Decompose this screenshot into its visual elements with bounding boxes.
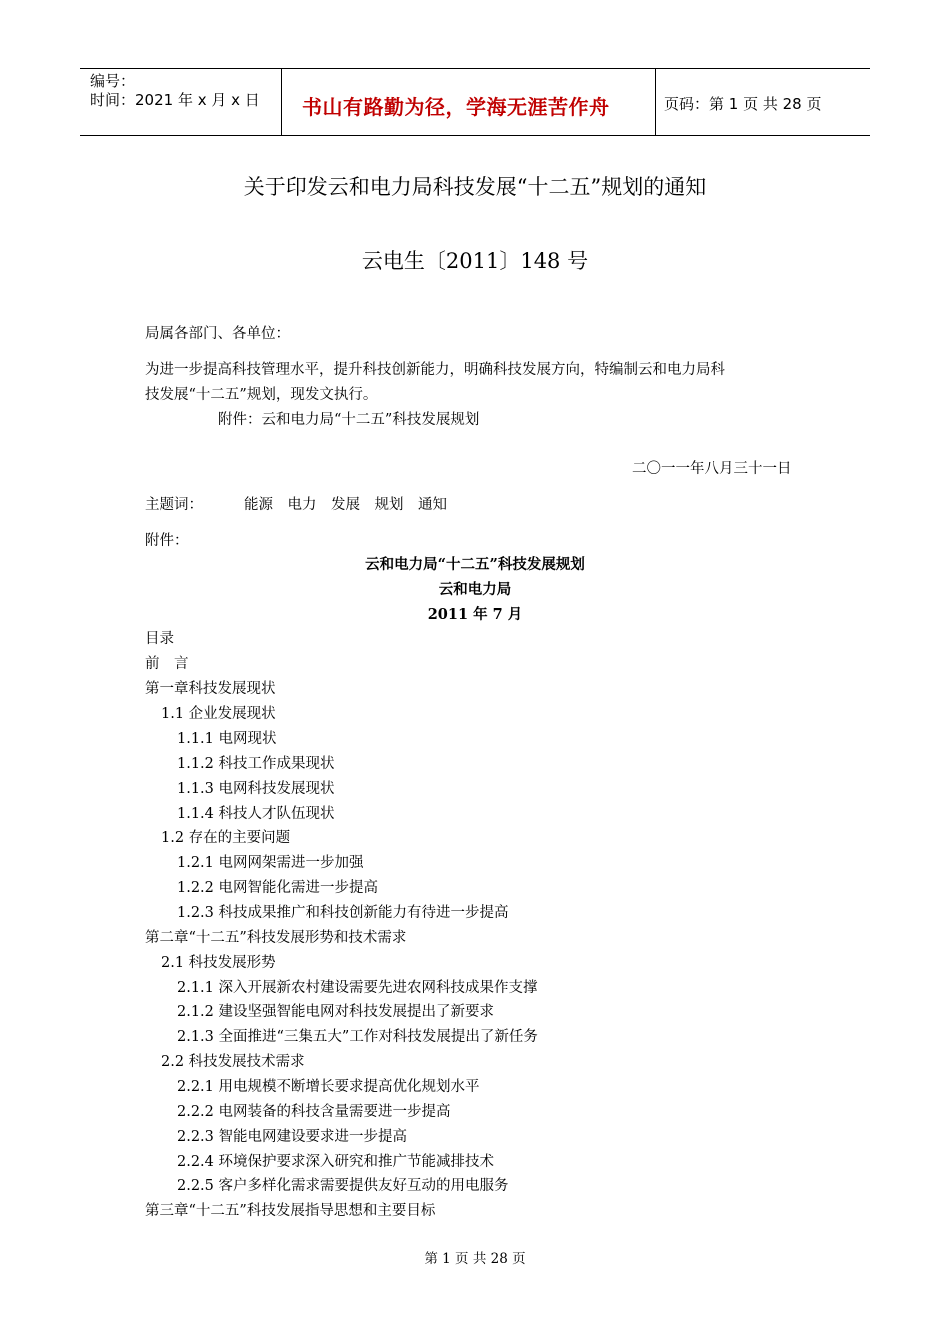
issue-date: 二〇一一年八月三十一日 xyxy=(632,461,792,477)
toc-item: 第一章科技发展现状 xyxy=(145,681,276,697)
plan-date: 2011 年 7 月 xyxy=(427,606,523,623)
toc-item: 1.1.4 科技人才队伍现状 xyxy=(177,806,335,822)
paragraph-line-2: 技发展“十二五”规划，现发文执行。 xyxy=(145,387,378,403)
toc-item: 2.2.3 智能电网建设要求进一步提高 xyxy=(177,1129,408,1145)
attachment-note: 附件：云和电力局“十二五”科技发展规划 xyxy=(218,412,480,428)
toc-heading: 目录 xyxy=(145,631,174,647)
header-divider-right xyxy=(655,68,656,136)
plan-title: 云和电力局“十二五”科技发展规划 xyxy=(365,556,585,573)
plan-org: 云和电力局 xyxy=(438,581,512,598)
toc-item: 第二章“十二五”科技发展形势和技术需求 xyxy=(145,930,407,946)
header-top-border xyxy=(80,68,870,69)
toc-item: 2.1.2 建设坚强智能电网对科技发展提出了新要求 xyxy=(177,1004,495,1020)
toc-item: 1.1.3 电网科技发展现状 xyxy=(177,781,335,797)
toc-item: 第三章“十二五”科技发展指导思想和主要目标 xyxy=(145,1203,436,1219)
paragraph-line-1: 为进一步提高科技管理水平，提升科技创新能力，明确科技发展方向，特编制云和电力局科 xyxy=(145,362,725,378)
header-divider-left xyxy=(281,68,282,136)
header-motto: 书山有路勤为径，学海无涯苦作舟 xyxy=(302,95,610,119)
document-title: 关于印发云和电力局科技发展“十二五”规划的通知 xyxy=(243,175,707,199)
toc-item: 2.2.5 客户多样化需求需要提供友好互动的用电服务 xyxy=(177,1178,509,1194)
toc-item: 2.2 科技发展技术需求 xyxy=(161,1054,305,1070)
toc-item: 2.1 科技发展形势 xyxy=(161,955,276,971)
toc-item: 2.1.1 深入开展新农村建设需要先进农网科技成果作支撑 xyxy=(177,980,538,996)
salutation: 局属各部门、各单位： xyxy=(145,326,290,342)
keywords-label: 主题词： xyxy=(145,497,203,513)
toc-item: 1.1.2 科技工作成果现状 xyxy=(177,756,335,772)
toc-item: 1.1 企业发展现状 xyxy=(161,706,276,722)
toc-item: 2.2.1 用电规模不断增长要求提高优化规划水平 xyxy=(177,1079,480,1095)
header-bottom-border xyxy=(80,135,870,136)
date-label: 时间：2021 年 x 月 x 日 xyxy=(90,91,260,109)
attachment-label: 附件： xyxy=(145,533,189,549)
toc-item: 2.2.2 电网装备的科技含量需要进一步提高 xyxy=(177,1104,451,1120)
toc-item: 1.2.2 电网智能化需进一步提高 xyxy=(177,880,379,896)
toc-item: 1.2 存在的主要问题 xyxy=(161,830,291,846)
page-footer: 第 1 页 共 28 页 xyxy=(424,1251,526,1267)
toc-item: 1.1.1 电网现状 xyxy=(177,731,277,747)
toc-item: 2.2.4 环境保护要求深入研究和推广节能减排技术 xyxy=(177,1154,495,1170)
toc-item: 1.2.3 科技成果推广和科技创新能力有待进一步提高 xyxy=(177,905,509,921)
toc-item: 2.1.3 全面推进“三集五大”工作对科技发展提出了新任务 xyxy=(177,1029,538,1045)
page-info: 页码：第 1 页 共 28 页 xyxy=(664,95,822,113)
serial-label: 编号： xyxy=(90,72,136,90)
toc-item: 前 言 xyxy=(145,656,189,672)
document-number: 云电生〔2011〕148 号 xyxy=(361,249,589,273)
keywords: 能源 电力 发展 规划 通知 xyxy=(244,497,447,513)
toc-item: 1.2.1 电网网架需进一步加强 xyxy=(177,855,364,871)
